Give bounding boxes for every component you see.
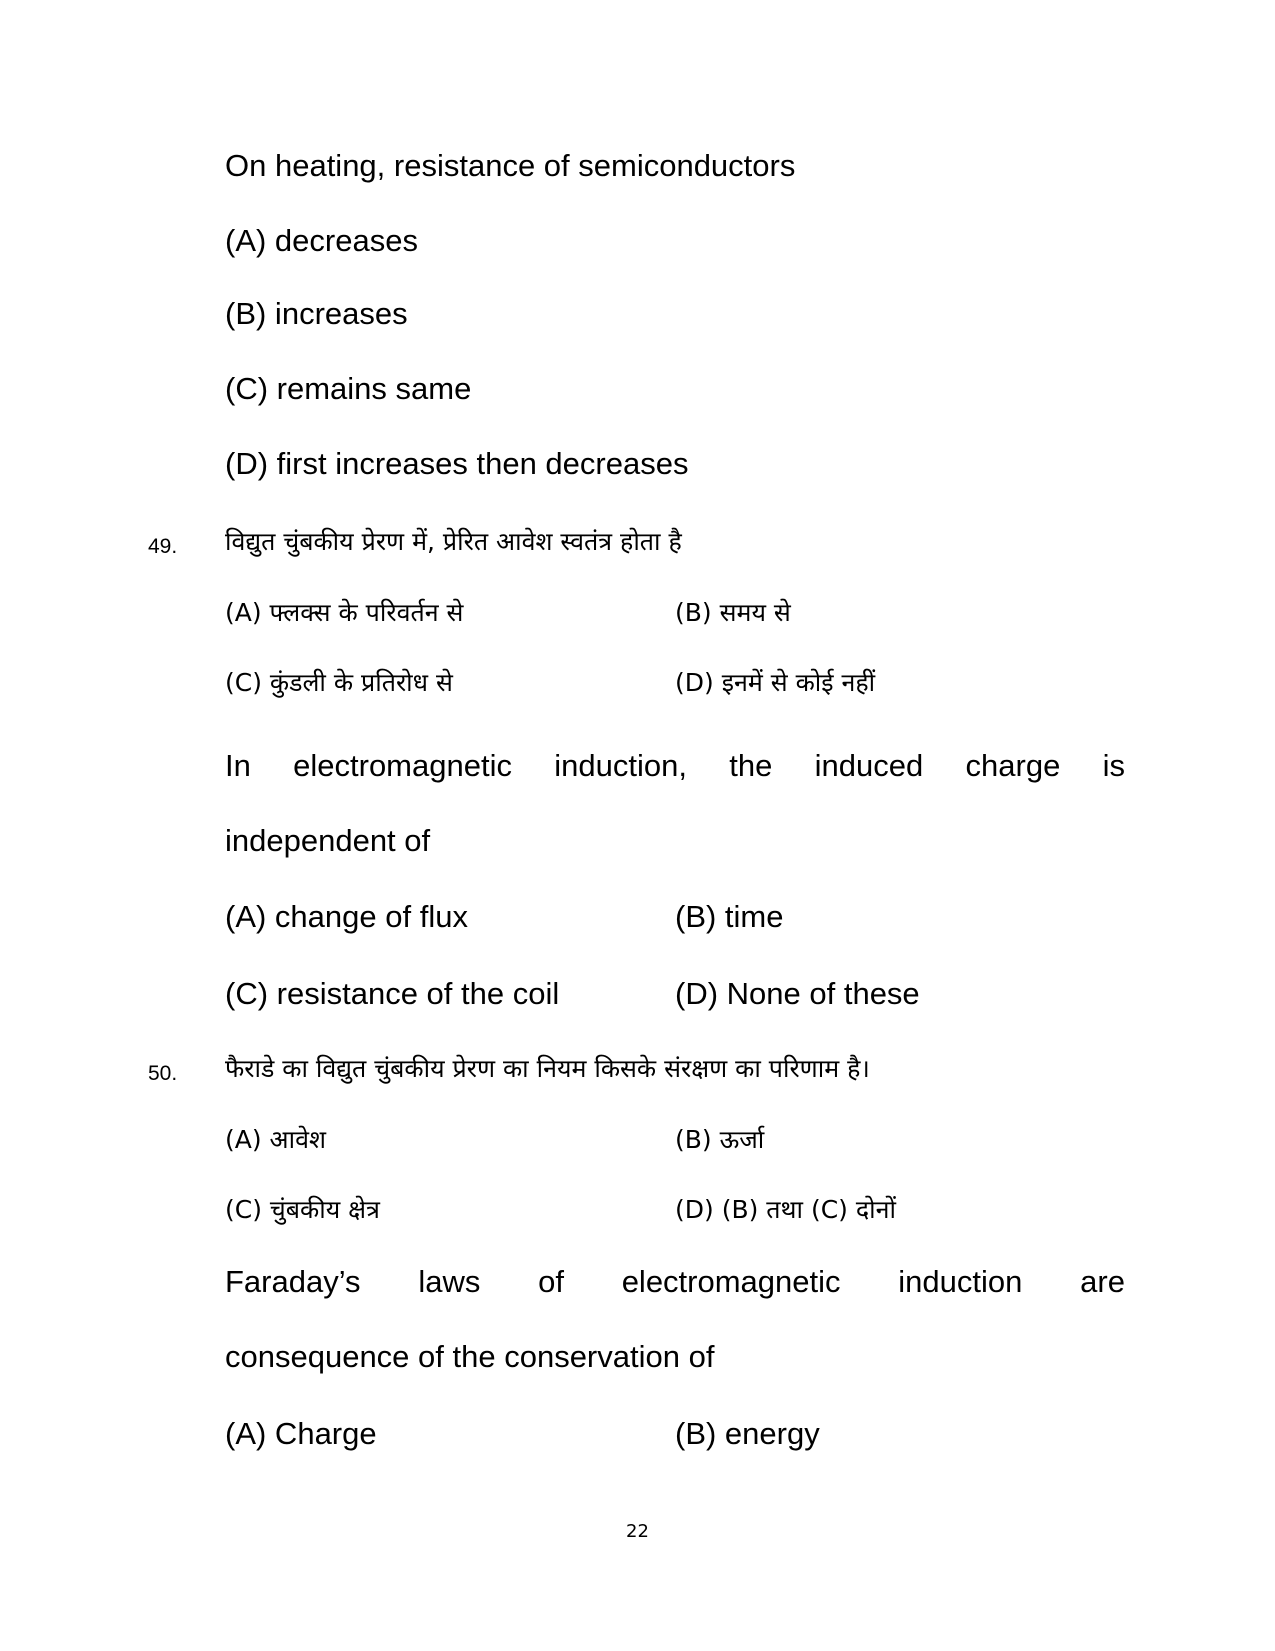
q49-stem-word: induced [814,748,924,783]
q50-option-d-hi: (D) (B) तथा (C) दोनों [675,1195,896,1224]
q50-stem-word: induction [898,1264,1023,1299]
page-number: 22 [626,1521,649,1542]
q48-option-c-en: (C) remains same [225,371,472,406]
q48-option-a-en: (A) decreases [225,223,418,258]
q49-stem-word: charge [965,748,1061,783]
q50-option-c-hi: (C) चुंबकीय क्षेत्र [225,1195,380,1224]
q49-option-c-en: (C) resistance of the coil [225,976,560,1011]
q49-option-a-en: (A) change of flux [225,899,468,934]
q50-stem-word: electromagnetic [621,1264,841,1299]
q50-option-a-en: (A) Charge [225,1416,377,1451]
q49-stem-word: is [1102,748,1125,783]
q49-stem-en-line2: independent of [225,823,431,858]
q49-option-d-hi: (D) इनमें से कोई नहीं [675,668,876,697]
q50-stem-word: laws [418,1264,481,1299]
q48-option-d-en: (D) first increases then decreases [225,446,689,481]
q49-option-b-hi: (B) समय से [675,598,791,627]
q49-option-b-en: (B) time [675,899,784,934]
q49-stem-word: In [225,748,251,783]
q48-stem-en: On heating, resistance of semiconductors [225,148,796,183]
q49-stem-hi: विद्युत चुंबकीय प्रेरण में, प्रेरित आवेश स्वतंत्र होता है [225,527,682,556]
q50-option-b-hi: (B) ऊर्जा [675,1125,765,1154]
q49-option-d-en: (D) None of these [675,976,920,1011]
q50-stem-word: of [538,1264,564,1299]
q49-stem-en-line1 [225,747,1125,785]
q50-stem-word: are [1080,1264,1125,1299]
q49-stem-word: the [729,748,773,783]
q50-stem-hi: फैराडे का विद्युत चुंबकीय प्रेरण का नियम किसके संरक्षण का परिणाम है। [225,1054,870,1083]
q50-stem-en-line1 [225,1263,1125,1301]
q50-stem-word: Faraday’s [225,1264,361,1299]
q49-option-a-hi: (A) फ्लक्स के परिवर्तन से [225,598,464,627]
q50-option-b-en: (B) energy [675,1416,820,1451]
q49-stem-word: electromagnetic [293,748,512,783]
q49-option-c-hi: (C) कुंडली के प्रतिरोध से [225,668,453,697]
q50-number: 50. [148,1062,178,1085]
q48-option-b-en: (B) increases [225,296,408,331]
q50-stem-en-line2: consequence of the conservation of [225,1339,715,1374]
q49-stem-word: induction, [554,748,687,783]
q50-option-a-hi: (A) आवेश [225,1125,327,1154]
q49-number: 49. [148,535,178,558]
